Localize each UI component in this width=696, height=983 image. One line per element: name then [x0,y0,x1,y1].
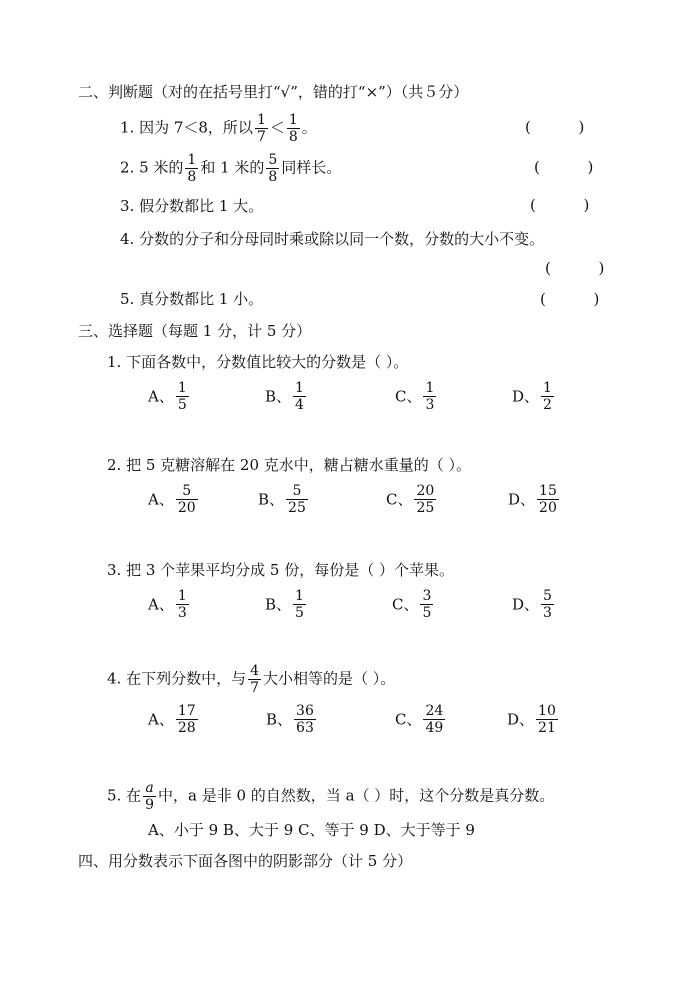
judge-q1-text: 1. 因为 7＜8，所以 [120,118,253,137]
judge-q1: 1. 因为 7＜8，所以 $\frac{1}{7}$ ＜ $\frac{1}{8}$ 。 [120,112,317,145]
option-b[interactable]: B、 $\frac{1}{4}$ [265,380,304,413]
option-a[interactable]: A、 $\frac{5}{20}$ [148,483,196,516]
option-a[interactable]: A、 $\frac{1}{3}$ [148,588,187,621]
option-d[interactable]: D、 $\frac{10}{21}$ [507,703,556,736]
judge-q2: 2. 5 米的 $\frac{1}{8}$ 和 1 米的 $\frac{5}{8}$ 同样长。 [120,152,342,185]
choice-q5-options[interactable]: A、小于 9 B、大于 9 C、等于 9 D、大于等于 9 [148,821,475,839]
choice-q5: 5. 在 $\frac{a}{9}$ 中，a 是非 0 的自然数，当 a（ ）时，这个分数是真分数。 [107,780,555,813]
judge-q5: 5. 真分数都比 1 小。 [120,290,264,308]
fraction: $\frac{4}{7}$ [250,663,260,696]
answer-blank[interactable]: ( ) [534,158,594,176]
fraction: $\frac{1}{8}$ [288,112,298,145]
choice-q3: 3. 把 3 个苹果平均分成 5 份，每份是（ ）个苹果。 [107,561,455,579]
option-c[interactable]: C、 $\frac{3}{5}$ [392,588,432,621]
option-d[interactable]: D、 $\frac{1}{2}$ [512,380,552,413]
answer-blank[interactable]: ( ) [530,196,590,214]
option-c[interactable]: C、 $\frac{1}{3}$ [395,380,435,413]
choice-q2: 2. 把 5 克糖溶解在 20 克水中，糖占糖水重量的（ ）。 [107,456,472,474]
fraction: $\frac{1}{8}$ [187,152,197,185]
fraction: $\frac{5}{8}$ [268,152,278,185]
option-b[interactable]: B、 $\frac{1}{5}$ [265,588,304,621]
option-a[interactable]: A、 $\frac{17}{28}$ [148,703,196,736]
section-3-title: 三、选择题（每题 1 分，计 5 分） [78,322,312,340]
fraction: $\frac{a}{9}$ [145,780,155,813]
option-c[interactable]: C、 $\frac{24}{49}$ [395,703,444,736]
section-4-title: 四、用分数表示下面各图中的阴影部分（计 5 分） [78,852,413,870]
answer-blank[interactable]: ( ) [540,290,600,308]
option-a[interactable]: A、 $\frac{1}{5}$ [148,380,187,413]
choice-q1: 1. 下面各数中，分数值比较大的分数是（ ）。 [107,353,409,371]
judge-q3: 3. 假分数都比 1 大。 [120,197,264,215]
answer-blank[interactable]: ( ) [545,259,605,277]
answer-blank[interactable]: ( ) [525,118,585,136]
option-b[interactable]: B、 $\frac{5}{25}$ [258,483,306,516]
choice-q4: 4. 在下列分数中，与 $\frac{4}{7}$ 大小相等的是（ ）。 [107,663,396,696]
option-d[interactable]: D、 $\frac{15}{20}$ [508,483,557,516]
section-2-title: 二、判断题（对的在括号里打“√”，错的打“×”）（共５分） [78,83,469,101]
option-b[interactable]: B、 $\frac{36}{63}$ [266,703,314,736]
option-d[interactable]: D、 $\frac{5}{3}$ [512,588,552,621]
option-c[interactable]: C、 $\frac{20}{25}$ [386,483,435,516]
judge-q4: 4. 分数的分子和分母同时乘或除以同一个数，分数的大小不变。 [120,230,545,248]
fraction: $\frac{1}{7}$ [256,112,266,145]
